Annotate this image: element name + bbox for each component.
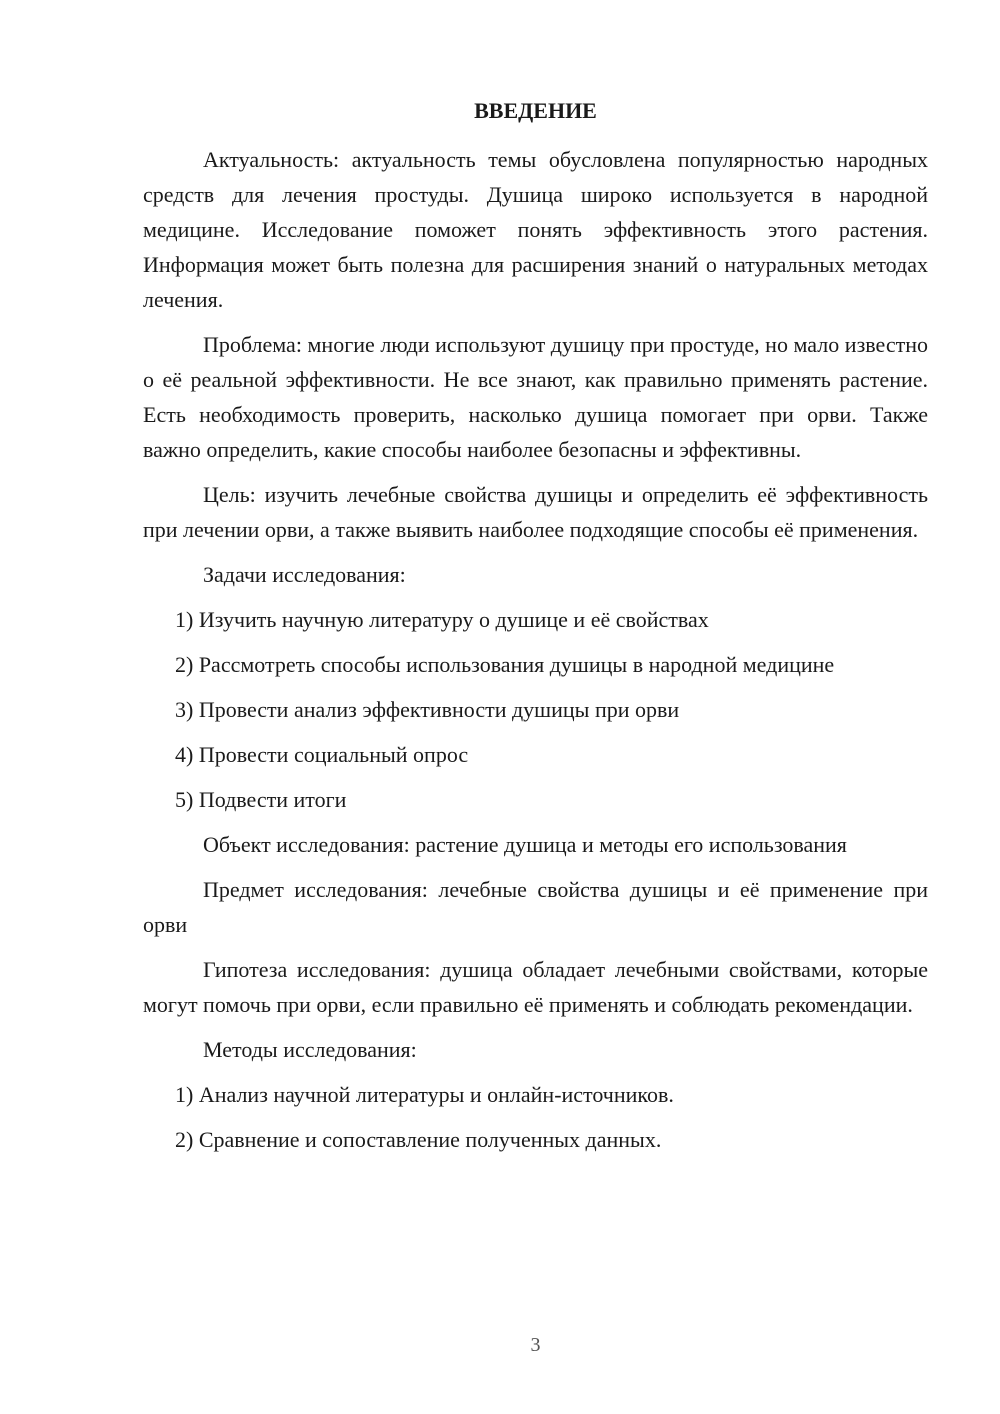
task-item: 5) Подвести итоги bbox=[175, 787, 347, 812]
tasks-heading: Задачи исследования: bbox=[203, 562, 406, 587]
task-item: 3) Провести анализ эффективности душицы при орви bbox=[175, 697, 680, 722]
method-item: 2) Сравнение и сопоставление полученных данных. bbox=[175, 1127, 662, 1152]
document-page bbox=[143, 0, 928, 1414]
task-item: 1) Изучить научную литературу о душице и её свойствах bbox=[175, 607, 709, 632]
section-title: ВВЕДЕНИЕ bbox=[474, 98, 597, 123]
relevance-paragraph: Актуальность: актуальность темы обусловлена популярностью народных средств для лечения простуды. Душица широко используется в народной медицине. Исследование поможет понять эффективность этого растения. Информация может быть полезна для расширения знаний о натуральных методах лечения. bbox=[143, 147, 928, 312]
subject-paragraph: Предмет исследования: лечебные свойства душицы и её применение при орви bbox=[143, 877, 928, 937]
task-item: 4) Провести социальный опрос bbox=[175, 742, 469, 767]
page-number: 3 bbox=[530, 1334, 541, 1356]
goal-paragraph: Цель: изучить лечебные свойства душицы и определить её эффективность при лечении орви, а также выявить наиболее подходящие способы её применения. bbox=[143, 482, 928, 542]
method-item: 1) Анализ научной литературы и онлайн-источников. bbox=[175, 1082, 674, 1107]
object-paragraph: Объект исследования: растение душица и методы его использования bbox=[203, 832, 847, 857]
methods-heading: Методы исследования: bbox=[203, 1037, 417, 1062]
document-body bbox=[143, 142, 928, 1167]
task-item: 2) Рассмотреть способы использования душицы в народной медицине bbox=[175, 652, 835, 677]
problem-paragraph: Проблема: многие люди используют душицу при простуде, но мало известно о её реальной эффективности. Не все знают, как правильно применять растение. Есть необходимость проверить, насколько душица помогает при орви. Также важно определить, какие способы наиболее безопасны и эффективны. bbox=[143, 332, 928, 462]
hypothesis-paragraph: Гипотеза исследования: душица обладает лечебными свойствами, которые могут помочь при орви, если правильно её применять и соблюдать рекомендации. bbox=[143, 957, 928, 1017]
